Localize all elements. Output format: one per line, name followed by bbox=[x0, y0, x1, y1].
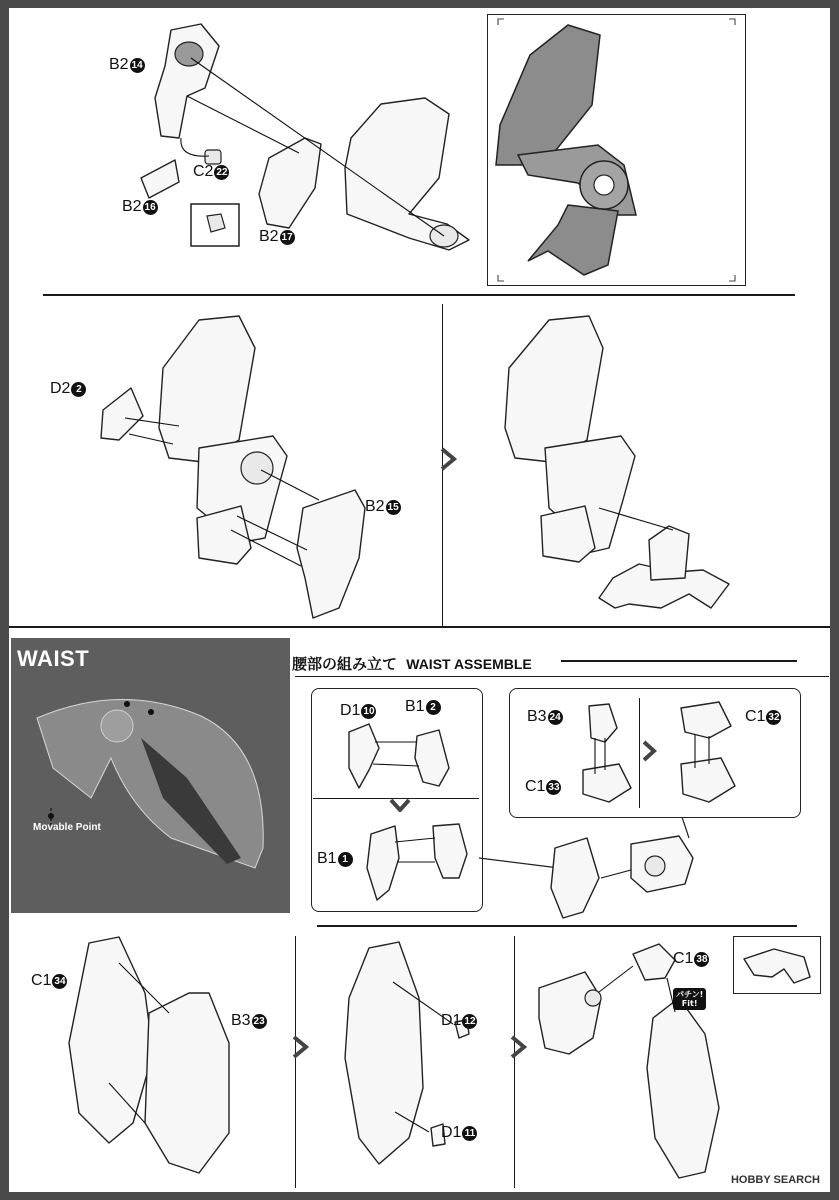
label-c1-33: C1 33 bbox=[525, 778, 560, 795]
part-b2-17 bbox=[259, 138, 321, 228]
part-b2-15 bbox=[297, 490, 365, 618]
part-b2-14 bbox=[155, 24, 219, 138]
label-b3-24: B3 24 bbox=[527, 708, 561, 725]
divider-3 bbox=[317, 925, 797, 927]
label-b2-14: B2 14 bbox=[109, 56, 143, 73]
label-c1-32: C1 32 bbox=[745, 708, 780, 725]
label-d1-11: D1 11 bbox=[441, 1124, 477, 1142]
part-waist-armor bbox=[345, 942, 423, 1164]
step4b-diagram bbox=[319, 938, 499, 1178]
label-c1-34: C1 34 bbox=[31, 972, 66, 989]
part-d2-2 bbox=[101, 388, 143, 440]
divider-2 bbox=[9, 626, 830, 628]
label-b2-16: B2 16 bbox=[122, 198, 156, 215]
label-d1-12: D1 12 bbox=[441, 1012, 476, 1029]
step4c-diagram bbox=[529, 938, 749, 1183]
label-d2-2: D2 2 bbox=[50, 380, 86, 398]
step3b-diagram bbox=[359, 818, 479, 908]
instruction-sheet bbox=[9, 8, 830, 1192]
step3d-diagram bbox=[669, 698, 749, 808]
label-d1-10: D1 10 bbox=[340, 702, 375, 719]
step4a-diagram bbox=[49, 933, 259, 1183]
step3-assembled bbox=[479, 808, 719, 928]
label-b3-23: B3 23 bbox=[231, 1012, 265, 1029]
divider-vertical-3 bbox=[514, 936, 515, 1188]
label-c2-22: C2 22 bbox=[193, 163, 228, 180]
label-b1-2: B1 2 bbox=[405, 698, 441, 716]
part-b1-2 bbox=[415, 730, 449, 786]
part-thigh bbox=[159, 316, 255, 462]
section-title: 腰部の組み立て WAIST ASSEMBLE bbox=[292, 655, 532, 673]
waist-photo bbox=[31, 688, 271, 898]
divider-vertical-2 bbox=[295, 936, 296, 1188]
part-b3-23 bbox=[145, 993, 229, 1173]
socket-detail bbox=[175, 42, 203, 66]
reference-box bbox=[487, 14, 746, 286]
label-b2-17: B2 17 bbox=[259, 228, 293, 245]
movable-point-label: Movable Point bbox=[33, 822, 101, 833]
label-b1-1: B1 1 bbox=[317, 850, 353, 868]
part-assembled-armor bbox=[647, 998, 719, 1178]
step2-left-diagram bbox=[69, 308, 399, 628]
part-c1-38 bbox=[633, 944, 675, 980]
section-title-rule bbox=[561, 660, 797, 662]
part-c1-34 bbox=[69, 937, 153, 1143]
part-c1-33 bbox=[583, 764, 631, 802]
step3a-diagram bbox=[339, 708, 469, 798]
step2-right-diagram bbox=[479, 308, 779, 628]
part-b1-1 bbox=[367, 826, 399, 900]
label-c1-38: C1 38 bbox=[673, 950, 708, 967]
ref-thigh bbox=[496, 25, 600, 165]
step1-diagram bbox=[109, 18, 489, 258]
fit-badge: パチン! Fit! bbox=[673, 988, 706, 1010]
ref-lower bbox=[528, 205, 618, 275]
watermark: HOBBY SEARCH bbox=[730, 1174, 820, 1186]
divider-1 bbox=[43, 294, 795, 296]
c1-38-detail-inset bbox=[733, 936, 821, 994]
label-b2-15: B2 15 bbox=[365, 498, 399, 515]
section-underline bbox=[295, 676, 829, 677]
waist-tab-title: WAIST bbox=[17, 646, 90, 671]
part-b3-24 bbox=[589, 704, 617, 742]
next-step-arrow bbox=[439, 446, 459, 472]
waist-photo-panel bbox=[11, 638, 290, 913]
step3c-diagram bbox=[569, 698, 639, 808]
part-d1-10 bbox=[349, 724, 379, 788]
part-c2-22 bbox=[205, 150, 221, 164]
part-b2-16 bbox=[141, 160, 179, 198]
part-c1-32 bbox=[681, 702, 731, 738]
